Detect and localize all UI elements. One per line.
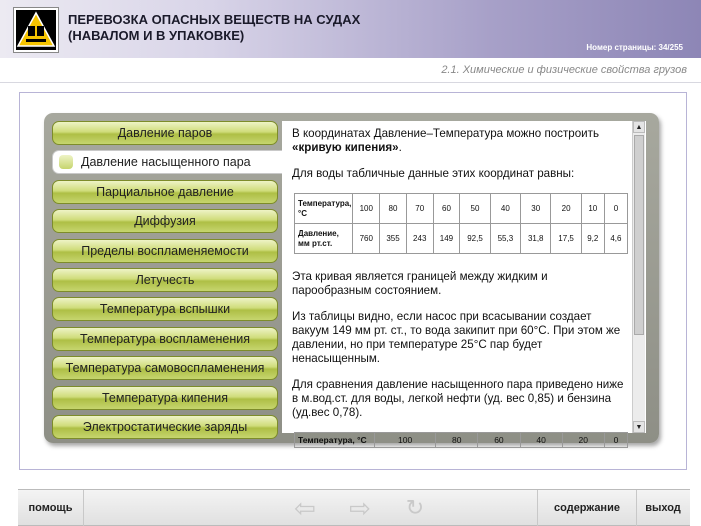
back-arrow-icon[interactable]: ⇦ [294,493,316,523]
table-row [295,433,628,448]
table-cell: 243 [406,224,433,254]
app-title-line1: ПЕРЕВОЗКА ОПАСНЫХ ВЕЩЕСТВ НА СУДАХ [68,12,361,27]
table-cell: 50 [460,194,490,224]
table-cell: 92,5 [460,224,490,254]
table-header-temperature: Температура, °С [295,194,353,224]
help-button[interactable]: помощь [18,490,84,526]
table-header-temperature: Температура, °С [295,433,375,448]
scroll-up-icon[interactable]: ▲ [633,121,645,133]
table-cell: 20 [551,194,581,224]
menu-item-saturated-vapor-pressure[interactable]: Давление насыщенного пара [52,150,284,174]
content-text [292,127,630,448]
table-cell: 80 [380,194,407,224]
menu-item-autoignition-temperature[interactable]: Температура самовоспламенения [52,356,278,380]
table-cell: 70 [406,194,433,224]
app-title-line2: (НАВАЛОМ И В УПАКОВКЕ) [68,28,245,43]
table-cell: 0 [604,433,627,448]
menu-item-vapor-pressure[interactable]: Давление паров [52,121,278,145]
menu-item-partial-pressure[interactable]: Парциальное давление [52,180,278,204]
table-row [295,194,628,224]
paragraph-5: Для сравнения давление насыщенного пара приведено ниже в м.вод.ст. для воды, легкой нефти (уд. вес 0,85) и бензина (уд.вес 0,78). [292,378,624,419]
table-cell: 0 [604,194,627,224]
table-cell: 80 [436,433,478,448]
table-header-pressure: Давление, мм рт.ст. [295,224,353,254]
paragraph-1-end: . [398,141,402,154]
scroll-thumb[interactable] [634,135,644,335]
content-area [282,121,646,445]
table-cell: 149 [433,224,460,254]
hazard-warning-icon [14,8,58,52]
paragraph-1-text: В координатах Давление–Температура можно построить [292,127,600,140]
menu-item-diffusion[interactable]: Диффузия [52,209,278,233]
table-cell: 100 [353,194,380,224]
menu-item-ignition-temperature[interactable]: Температура воспламенения [52,327,278,351]
app-title [68,12,360,44]
table-cell: 4,6 [604,224,627,254]
paragraph-2: Для воды табличные данные этих координат равны: [292,167,575,180]
section-title: 2.1. Химические и физические свойства грузов [441,64,687,76]
topic-menu [52,121,280,444]
exit-button[interactable]: выход [645,502,681,514]
page-number: Номер страницы: 34/255 [586,43,683,52]
table-cell: 40 [490,194,520,224]
scroll-down-icon[interactable]: ▼ [633,421,645,433]
refresh-icon[interactable]: ↻ [405,495,425,520]
menu-item-flammability-limits[interactable]: Пределы воспламеняемости [52,239,278,263]
menu-item-volatility[interactable]: Летучесть [52,268,278,292]
forward-arrow-icon[interactable]: ⇨ [349,493,371,523]
paragraph-3: Эта кривая является границей между жидким и парообразным состоянием. [292,270,548,297]
water-data-table [294,193,628,254]
menu-item-flash-point[interactable]: Температура вспышки [52,297,278,321]
table-cell: 17,5 [551,224,581,254]
paragraph-4: Из таблицы видно, если насос при всасывании создает вакуум 149 мм рт. ст., то вода закипит при 60°С. При этом же давлении, но при температуре 25°С пар будет ненасыщенным. [292,310,621,365]
footer-toolbar [18,489,690,526]
table-cell: 60 [433,194,460,224]
table-cell: 30 [521,194,551,224]
menu-item-electrostatic-charges[interactable]: Электростатические заряды [52,415,278,439]
table-cell: 55,3 [490,224,520,254]
header-bar [0,0,701,58]
table-cell: 10 [581,194,604,224]
table-cell: 355 [380,224,407,254]
divider [0,82,701,83]
table-cell: 20 [562,433,604,448]
table-row [295,224,628,254]
content-scrollbar[interactable] [632,121,645,433]
table-cell: 100 [375,433,436,448]
paragraph-1 [292,127,630,155]
table-cell: 9,2 [581,224,604,254]
table-cell: 40 [520,433,562,448]
table-cell: 60 [478,433,520,448]
contents-button[interactable]: содержание [537,490,637,526]
comparison-table [294,432,628,448]
menu-item-boiling-point[interactable]: Температура кипения [52,386,278,410]
boiling-curve-term: «кривую кипения» [292,141,399,154]
table-cell: 31,8 [521,224,551,254]
table-cell: 760 [353,224,380,254]
